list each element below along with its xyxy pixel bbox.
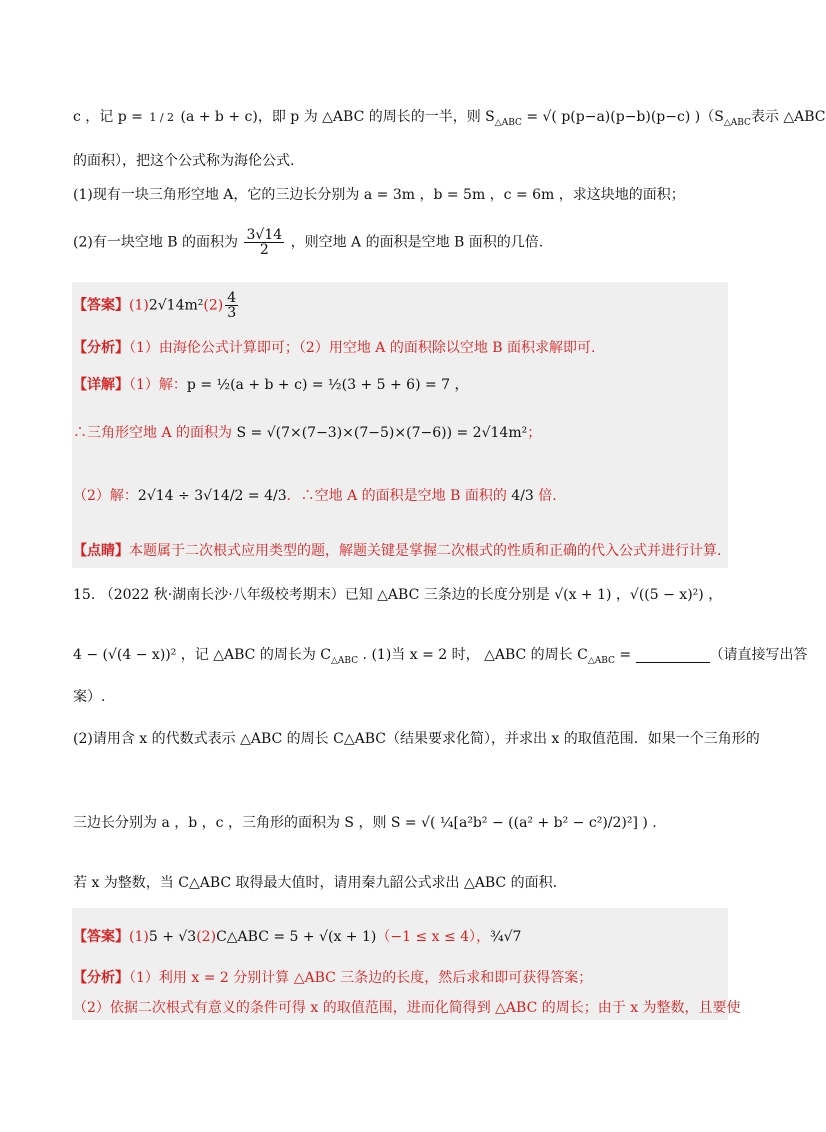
ans14-detail-3-eq: 2√14 ÷ 3√14/2 = 4/3 [137, 488, 287, 504]
q15-line-4: (2)请用含 x 的代数式表示 △ABC 的周长 C△ABC（结果要求化简），并求出 x 的取值范围．如果一个三角形的 [73, 731, 760, 747]
q14-part-2-text-a: (2)有一块空地 B 的面积为 [73, 234, 243, 251]
intro-line-1 [73, 106, 826, 134]
comment-label: 【点睛】 [73, 543, 129, 559]
analysis-label: 【分析】 [73, 340, 129, 356]
intro-text-2: 的面积），把这个公式称为海伦公式. [73, 153, 295, 169]
detail-label: 【详解】 [73, 377, 129, 393]
ans15-answer: 【答案】(1)5 + √3(2)C△ABC = 5 + √(x + 1)（−1 ≤ x ≤ 4），¾√7 [73, 929, 522, 945]
qin-formula: S = √( ¼[a²b² − ((a² + b² − c²)/2)²] ) [390, 815, 648, 831]
ans14-analysis: 【分析】（1）由海伦公式计算即可；（2）用空地 A 的面积除以空地 B 面积求解即可. [73, 340, 596, 356]
ans14-detail-1: 【详解】（1）解：p = ½(a + b + c) = ½(3 + 5 + 6) = 7 ， [73, 377, 469, 393]
ans14-detail-2-eq: S = √(7×(7−3)×(7−5)×(7−6)) = 2√14m² [236, 425, 528, 441]
intro-line-2 [73, 150, 740, 172]
q15-head: 15. （2022 秋·湖南长沙·八年级校考期末）已知 △ABC 三条边的长度分别是 [73, 587, 555, 603]
half-fraction: 1 / 2 [149, 110, 175, 124]
q15-line-1: 15. （2022 秋·湖南长沙·八年级校考期末）已知 △ABC 三条边的长度分别是 √(x + 1) ，√((5 − x)²) ， [73, 587, 723, 603]
q14-area-fraction: $\frac{3√14}{2}$ [246, 227, 283, 258]
ans15-analysis-1: 【分析】（1）利用 x = 2 分别计算 △ABC 三条边的长度，然后求和即可获得答案； [73, 970, 593, 986]
intro-text-a: c ，记 p = [73, 109, 148, 125]
q15-side-2: √((5 − x)²) [629, 587, 704, 603]
ans15-analysis-2: （2）依据二次根式有意义的条件可得 x 的取值范围，进而化简得到 △ABC 的周长；由于 x 为整数，且要使 [73, 1000, 741, 1016]
ans15-val-2: C△ABC = 5 + √(x + 1) [216, 929, 377, 945]
ans14-detail-3-frac: 4/3 [511, 488, 534, 504]
q14-part-2 [73, 228, 740, 257]
ans14-frac-2: $\frac{4}{3}$ [227, 290, 237, 321]
q14-part-1-text: (1)现有一块三角形空地 A，它的三边长分别为 a = 3m ，b = 5m ，c = 6m ，求这块地的面积； [73, 187, 685, 203]
ans14-comment: 【点睛】本题属于二次根式应用类型的题，解题关键是掌握二次根式的性质和正确的代入公式并进行计算. [73, 543, 722, 559]
q14-part-2-text-b: ，则空地 A 的面积是空地 B 面积的几倍. [286, 234, 544, 251]
intro-text-c: = √( p(p−a)(p−b)(p−c) )（S [521, 109, 724, 125]
q15-side-1: √(x + 1) [554, 587, 612, 603]
answer-label: 【答案】 [73, 297, 129, 314]
ans15-val-1: 5 + √3 [148, 929, 197, 945]
q15-line-3: 案）. [73, 689, 106, 705]
ans14-detail-1-eq: p = ½(a + b + c) = ½(3 + 5 + 6) = 7 ， [186, 377, 469, 393]
ans14-detail-2: ∴三角形空地 A 的面积为 S = √(7×(7−3)×(7−5)×(7−6)) = 2√14m²； [73, 425, 542, 441]
q15-line-6: 若 x 为整数，当 C△ABC 取得最大值时，请用秦九韶公式求出 △ABC 的面积. [73, 875, 558, 891]
area-subscript: △ABC [494, 118, 522, 128]
intro-text-b: (a + b + c)，即 p 为 △ABC 的周长的一半，则 S [176, 109, 495, 125]
intro-text-d: 表示 △ABC [750, 109, 826, 125]
q15-line-5: 三边长分别为 a ，b ，c ，三角形的面积为 S ，则 S = √( ¼[a²b² − ((a² + b² − c²)/2)²] ) . [73, 815, 657, 831]
q15-line-2: 4 − (√(4 − x))² ，记 △ABC 的周长为 $C_{\triangle ABC}$ . (1)当 x = 2 时， △ABC 的周长 $C_{\triangle ABC}$ = （请直接写出答 [73, 647, 808, 666]
answer-blank [636, 648, 710, 663]
ans15-val-3: ¾√7 [490, 929, 522, 945]
q15-side-3: 4 − (√(4 − x))² [73, 647, 177, 663]
ans14-answer: 【答案】(1)2√14m²(2) $\frac{4}{3}$ [73, 290, 237, 321]
ans14-val-1: 2√14m² [148, 297, 204, 314]
ans14-detail-3: （2）解：2√14 ÷ 3√14/2 = 4/3．∴空地 A 的面积是空地 B 面积的 4/3 倍. [73, 488, 557, 504]
q14-part-1 [73, 184, 740, 206]
area-subscript-2: △ABC [723, 118, 751, 128]
